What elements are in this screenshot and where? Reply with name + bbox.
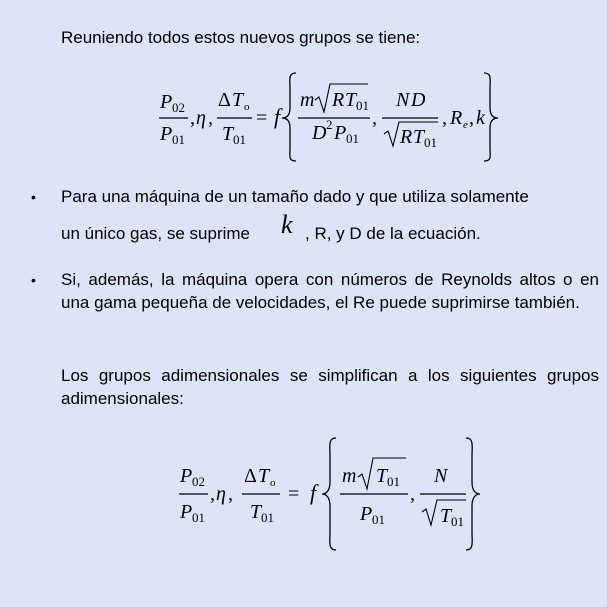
eq1-d-exp: 2	[326, 117, 333, 132]
eq2-delta: Δ	[244, 465, 257, 487]
eq1-comma-5: ,	[469, 107, 474, 129]
eq2-p01-sub: 01	[192, 510, 205, 525]
eq1-comma-2: ,	[208, 107, 213, 129]
simplify-text: Los grupos adimensionales se simplifican a los siguientes grupos adimensionales:	[61, 366, 599, 408]
eq1-t0-sub: o	[244, 101, 250, 113]
eq2-f: f	[310, 480, 317, 505]
eq2-n: N	[434, 465, 448, 487]
eq1-p01: P	[160, 123, 173, 145]
eq1-p-den: P	[334, 122, 347, 144]
eq1-k: k	[476, 107, 485, 129]
eq1-re-e: e	[463, 119, 468, 131]
eq2-p-den-sub: 01	[372, 512, 385, 527]
eq2-t-den: T	[440, 505, 452, 527]
eq1-re-r: R	[450, 107, 463, 129]
equation-simplified	[170, 434, 490, 556]
bullet-marker-1: •	[31, 189, 36, 205]
bullet-1-line-1: Para una máquina de un tamaño dado y que utiliza solamente	[61, 187, 529, 206]
bullet-2-text: Si, además, la máquina opera con números de Reynolds altos o en una gama pequeña de velocidades, el Re puede suprimirse también.	[61, 270, 599, 312]
eq1-equals: =	[256, 107, 268, 129]
eq2-t-num: T	[376, 465, 388, 487]
eq1-r-den: R	[400, 126, 413, 148]
eq1-comma-4: ,	[442, 107, 447, 129]
eq1-r: R	[332, 89, 345, 111]
eq1-m: m	[300, 89, 315, 111]
eq1-t-den: T	[413, 126, 425, 148]
eq1-comma-3: ,	[372, 107, 377, 129]
eq1-p02-sub: 02	[172, 100, 185, 115]
eq1-t01: T	[222, 123, 234, 145]
eq1-eta: η	[196, 107, 206, 129]
bullet-marker-2: •	[31, 272, 36, 288]
eq2-p01: P	[180, 501, 193, 523]
eq2-t01: T	[250, 501, 262, 523]
eq2-t-den-sub: 01	[451, 514, 464, 529]
equation-general	[150, 68, 510, 166]
eq1-t-num: T	[345, 89, 357, 111]
eq2-t01-sub: 01	[261, 510, 274, 525]
eq1-delta: Δ	[218, 89, 231, 111]
eq1-t-den-sub: 01	[424, 135, 437, 150]
eq2-equals: =	[288, 483, 300, 505]
intro-text: Reuniendo todos estos nuevos grupos se tiene:	[61, 28, 421, 47]
eq1-t-num-sub: 01	[356, 98, 369, 113]
eq2-comma-1: ,	[210, 483, 215, 505]
eq1-comma-1: ,	[190, 107, 195, 129]
bullet-1-line-2-start: un único gas, se suprime	[61, 224, 250, 243]
eq1-f: f	[274, 104, 281, 129]
eq2-p02: P	[180, 465, 193, 487]
eq1-p-den-sub: 01	[346, 131, 359, 146]
eq2-m: m	[342, 465, 357, 487]
eq2-t0-sub: o	[270, 477, 276, 489]
eq1-d: D	[312, 122, 327, 144]
eq2-eta: η	[216, 483, 226, 505]
eq1-p02: P	[160, 91, 173, 113]
eq2-p02-sub: 02	[192, 474, 205, 489]
eq2-p-den: P	[360, 503, 373, 525]
eq1-d2: D	[411, 89, 426, 111]
eq2-comma-3: ,	[410, 483, 415, 505]
eq1-n: N	[396, 89, 410, 111]
eq1-p01-sub: 01	[172, 132, 185, 147]
eq2-t0: T	[258, 465, 270, 487]
eq1-t01-sub: 01	[233, 132, 246, 147]
k-symbol: k	[281, 210, 293, 239]
eq1-t0: T	[232, 89, 244, 111]
eq2-comma-2: ,	[228, 483, 233, 505]
bullet-1-line-2-end: , R, y D de la ecuación.	[305, 224, 481, 243]
eq2-t-num-sub: 01	[387, 474, 400, 489]
